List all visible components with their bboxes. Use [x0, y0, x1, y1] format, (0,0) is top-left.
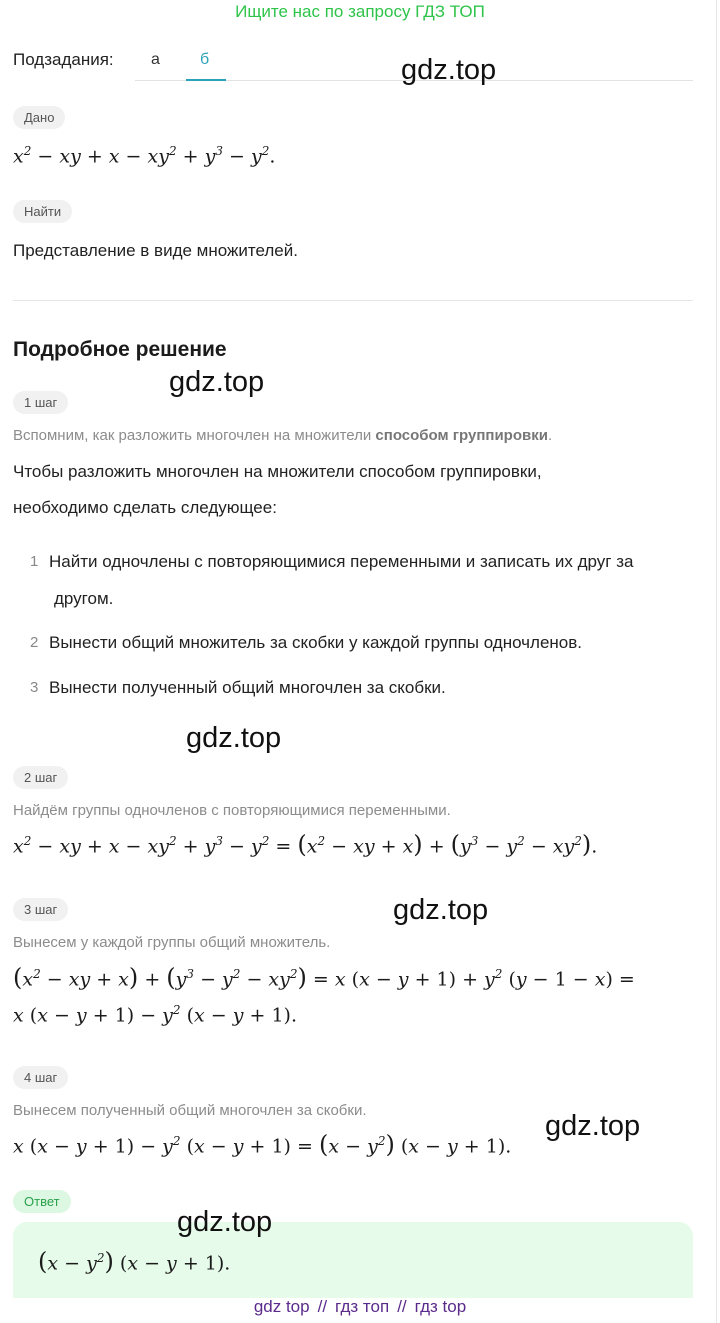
list-item-3: Вынести полученный общий многочлен за скобки. [49, 678, 446, 697]
solution-heading: Подробное решение [13, 338, 227, 361]
watermark: gdz.top [169, 366, 265, 398]
list-number: 2 [30, 634, 39, 651]
watermark: gdz.top [545, 1110, 641, 1142]
step1-hint-bold: способом группировки [375, 427, 548, 444]
list-item-1-line1: Найти одночлены с повторяющимися переменными и записать их друг за [49, 552, 634, 571]
watermark: gdz.top [393, 894, 489, 926]
footer-links [0, 1297, 720, 1317]
step1-chip-wrap [13, 391, 68, 414]
step1-para1: Чтобы разложить многочлен на множители способом группировки, [13, 462, 542, 481]
list-number: 3 [30, 679, 39, 696]
footer-separator: // [397, 1297, 407, 1316]
step4-hint: Вынесем полученный общий многочлен за скобки. [13, 1102, 367, 1119]
step4-chip-wrap [13, 1066, 68, 1089]
subtasks-label: Подзадания: [13, 50, 114, 69]
step3-expression-line2: x $(x - y + 1) - y^2$ (x − y + 1). [13, 1003, 297, 1027]
watermark: gdz.top [177, 1206, 273, 1238]
list-item-1-line2: другом. [54, 589, 114, 608]
watermark: gdz.top [186, 722, 282, 754]
find-chip: Найти [13, 200, 72, 223]
find-section [13, 200, 72, 223]
active-tab-indicator [186, 79, 226, 81]
find-text: Представление в виде множителей. [13, 241, 298, 260]
step3-expression-line1: ($x^2$ − xy + $x) + (y^3 - y^2 - xy^2) = x$ $(x - y + 1) + y^2$ (y − 1 − x) = [13, 963, 635, 992]
given-chip: Дано [13, 106, 65, 129]
footer-separator: // [317, 1297, 328, 1316]
step1-hint [13, 427, 552, 444]
footer-link-1[interactable]: gdz top [253, 1297, 310, 1316]
answer-chip: Ответ [13, 1190, 71, 1213]
right-border [716, 0, 717, 1323]
step1-chip: 1 шаг [13, 391, 68, 414]
given-section [13, 106, 65, 129]
step3-chip-wrap [13, 898, 68, 921]
step3-chip: 3 шаг [13, 898, 68, 921]
tab-subtask-a[interactable]: а [151, 51, 160, 68]
step2-hint: Найдём группы одночленов с повторяющимися переменными. [13, 802, 451, 819]
list-number: 1 [30, 553, 39, 570]
step1-hint-suffix: . [547, 427, 553, 444]
footer-link-3[interactable]: гдз top [414, 1297, 467, 1316]
step4-chip: 4 шаг [13, 1066, 68, 1089]
step2-chip: 2 шаг [13, 766, 68, 789]
step2-expression: $x^2$ − xy + $x - xy^2 + y^3 - y^2 = (x^2$ − xy + $x) + (y^3 - y^2 - xy^2)$. [13, 830, 598, 859]
watermark: gdz.top [401, 54, 497, 86]
search-banner: Ищите нас по запросу ГДЗ ТОП [235, 2, 485, 21]
step2-chip-wrap [13, 766, 68, 789]
answer-expression: $(x - y^2)$ (x − y + 1). [38, 1247, 231, 1276]
step1-hint-prefix: Вспомним, как разложить многочлен на множители [13, 427, 376, 444]
footer-link-2[interactable]: гдз топ [335, 1297, 390, 1316]
tab-subtask-b[interactable]: б [200, 51, 210, 68]
answer-chip-wrap [13, 1190, 71, 1213]
list-item-2: Вынести общий множитель за скобки у каждой группы одночленов. [49, 633, 583, 652]
given-expression: $x^2$ − xy + $x - xy^2 + y^3 - y^2$. [13, 144, 276, 168]
step1-para2: необходимо сделать следующее: [13, 498, 277, 517]
section-divider [13, 300, 693, 301]
step3-hint: Вынесем у каждой группы общий множитель. [13, 934, 331, 951]
step4-expression: x $(x - y + 1) - y^2$ $(x - y + 1) = (x - y^2)$ (x − y + 1). [13, 1130, 512, 1159]
